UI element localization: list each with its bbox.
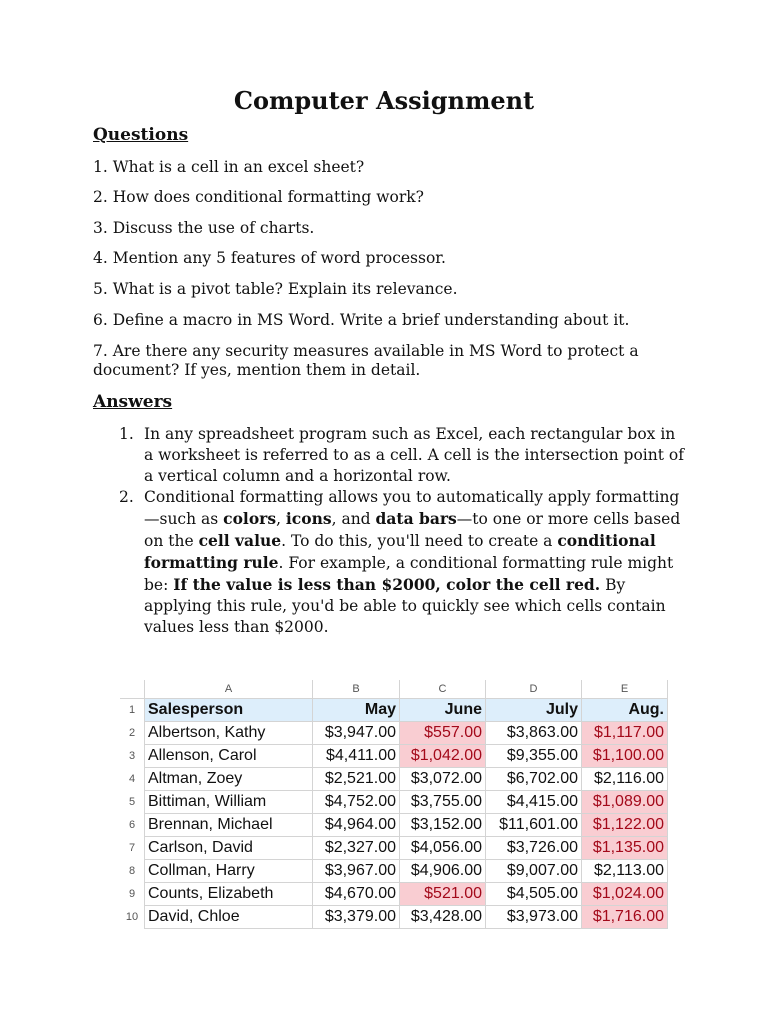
sales-table bbox=[120, 680, 668, 929]
text-run: By applying this rule, you'd be able to quickly see which cells contain values less than $2000. bbox=[144, 576, 666, 636]
text-run: —to one or more cells based on the bbox=[144, 510, 681, 550]
name-cell[interactable]: Collman, Harry bbox=[145, 860, 313, 883]
row-number[interactable]: 6 bbox=[120, 814, 145, 837]
row-number[interactable]: 5 bbox=[120, 791, 145, 814]
corner-cell bbox=[120, 680, 145, 699]
header-cell-july[interactable]: July bbox=[486, 699, 582, 722]
name-cell[interactable]: Carlson, David bbox=[145, 837, 313, 860]
value-cell[interactable]: $4,752.00 bbox=[313, 791, 400, 814]
value-cell[interactable]: $3,152.00 bbox=[400, 814, 486, 837]
text-run: . For example, a conditional formatting rule might be: bbox=[144, 554, 674, 594]
text-run: , and bbox=[331, 510, 376, 528]
bold-term: conditional formatting rule bbox=[144, 531, 656, 572]
row-number[interactable]: 3 bbox=[120, 745, 145, 768]
value-cell[interactable]: $3,428.00 bbox=[400, 906, 486, 929]
value-cell[interactable]: $9,007.00 bbox=[486, 860, 582, 883]
row-number[interactable]: 10 bbox=[120, 906, 145, 929]
value-cell[interactable]: $3,726.00 bbox=[486, 837, 582, 860]
bold-term: icons bbox=[285, 509, 332, 528]
value-cell-highlighted[interactable]: $1,100.00 bbox=[582, 745, 668, 768]
row-number[interactable]: 1 bbox=[120, 699, 145, 722]
value-cell[interactable]: $2,116.00 bbox=[582, 768, 668, 791]
table-row bbox=[120, 883, 668, 906]
value-cell-highlighted[interactable]: $1,135.00 bbox=[582, 837, 668, 860]
spreadsheet bbox=[120, 680, 668, 929]
value-cell[interactable]: $6,702.00 bbox=[486, 768, 582, 791]
value-cell[interactable]: $11,601.00 bbox=[486, 814, 582, 837]
table-row bbox=[120, 860, 668, 883]
column-header-row bbox=[120, 680, 668, 699]
value-cell-highlighted[interactable]: $1,117.00 bbox=[582, 722, 668, 745]
name-cell[interactable]: Allenson, Carol bbox=[145, 745, 313, 768]
value-cell[interactable]: $3,973.00 bbox=[486, 906, 582, 929]
header-cell-salesperson[interactable]: Salesperson bbox=[145, 699, 313, 722]
column-header[interactable]: E bbox=[582, 680, 668, 699]
value-cell[interactable]: $3,755.00 bbox=[400, 791, 486, 814]
value-cell[interactable]: $4,964.00 bbox=[313, 814, 400, 837]
value-cell[interactable]: $2,327.00 bbox=[313, 837, 400, 860]
question-2: 2. How does conditional formatting work? bbox=[93, 188, 424, 206]
name-cell[interactable]: Altman, Zoey bbox=[145, 768, 313, 791]
name-cell[interactable]: David, Chloe bbox=[145, 906, 313, 929]
question-5: 5. What is a pivot table? Explain its relevance. bbox=[93, 280, 458, 298]
value-cell-highlighted[interactable]: $521.00 bbox=[400, 883, 486, 906]
value-cell[interactable]: $3,863.00 bbox=[486, 722, 582, 745]
name-cell[interactable]: Bittiman, William bbox=[145, 791, 313, 814]
header-cell-aug[interactable]: Aug. bbox=[582, 699, 668, 722]
value-cell[interactable]: $4,411.00 bbox=[313, 745, 400, 768]
page-title: Computer Assignment bbox=[233, 86, 535, 115]
text-run: Conditional formatting allows you to automatically apply formatting—such as bbox=[144, 488, 680, 528]
value-cell[interactable]: $3,072.00 bbox=[400, 768, 486, 791]
table-row bbox=[120, 814, 668, 837]
bold-term: data bars bbox=[375, 509, 457, 528]
value-cell-highlighted[interactable]: $557.00 bbox=[400, 722, 486, 745]
question-4: 4. Mention any 5 features of word processor. bbox=[93, 249, 446, 267]
bold-term: cell value bbox=[198, 531, 282, 550]
answer-text bbox=[144, 487, 684, 638]
value-cell[interactable]: $4,415.00 bbox=[486, 791, 582, 814]
question-7: 7. Are there any security measures available in MS Word to protect a document? If yes, mention them in detail. bbox=[93, 342, 639, 379]
row-number[interactable]: 8 bbox=[120, 860, 145, 883]
answers-heading: Answers bbox=[93, 392, 173, 412]
name-cell[interactable]: Albertson, Kathy bbox=[145, 722, 313, 745]
value-cell-highlighted[interactable]: $1,024.00 bbox=[582, 883, 668, 906]
value-cell[interactable]: $9,355.00 bbox=[486, 745, 582, 768]
column-header[interactable]: D bbox=[486, 680, 582, 699]
column-header[interactable]: C bbox=[400, 680, 486, 699]
table-row bbox=[120, 791, 668, 814]
value-cell-highlighted[interactable]: $1,122.00 bbox=[582, 814, 668, 837]
value-cell[interactable]: $4,906.00 bbox=[400, 860, 486, 883]
table-row bbox=[120, 906, 668, 929]
value-cell[interactable]: $3,967.00 bbox=[313, 860, 400, 883]
value-cell-highlighted[interactable]: $1,089.00 bbox=[582, 791, 668, 814]
answer-number: 2. bbox=[119, 488, 134, 506]
value-cell-highlighted[interactable]: $1,716.00 bbox=[582, 906, 668, 929]
value-cell[interactable]: $4,670.00 bbox=[313, 883, 400, 906]
column-header[interactable]: B bbox=[313, 680, 400, 699]
table-row bbox=[120, 837, 668, 860]
header-cell-may[interactable]: May bbox=[313, 699, 400, 722]
row-number[interactable]: 2 bbox=[120, 722, 145, 745]
column-header[interactable]: A bbox=[145, 680, 313, 699]
value-cell[interactable]: $3,947.00 bbox=[313, 722, 400, 745]
bold-term: If the value is less than $2000, color the cell red. bbox=[173, 575, 601, 594]
value-cell[interactable]: $4,056.00 bbox=[400, 837, 486, 860]
value-cell[interactable]: $4,505.00 bbox=[486, 883, 582, 906]
questions-heading: Questions bbox=[93, 125, 189, 145]
question-1: 1. What is a cell in an excel sheet? bbox=[93, 158, 365, 176]
table-row bbox=[120, 745, 668, 768]
text-run: . To do this, you'll need to create a bbox=[281, 532, 558, 550]
name-cell[interactable]: Counts, Elizabeth bbox=[145, 883, 313, 906]
table-row bbox=[120, 722, 668, 745]
row-number[interactable]: 4 bbox=[120, 768, 145, 791]
answer-text: In any spreadsheet program such as Excel, each rectangular box in a worksheet is referred to as a cell. A cell is the intersection point of a vertical column and a horizontal row. bbox=[144, 425, 684, 485]
header-cell-june[interactable]: June bbox=[400, 699, 486, 722]
value-cell[interactable]: $2,113.00 bbox=[582, 860, 668, 883]
answer-number: 1. bbox=[119, 425, 134, 443]
name-cell[interactable]: Brennan, Michael bbox=[145, 814, 313, 837]
text-run: , bbox=[276, 510, 286, 528]
row-number[interactable]: 7 bbox=[120, 837, 145, 860]
value-cell[interactable]: $3,379.00 bbox=[313, 906, 400, 929]
table-row bbox=[120, 768, 668, 791]
value-cell-highlighted[interactable]: $1,042.00 bbox=[400, 745, 486, 768]
bold-term: colors bbox=[223, 509, 277, 528]
row-number[interactable]: 9 bbox=[120, 883, 145, 906]
table-header-row bbox=[120, 699, 668, 722]
question-3: 3. Discuss the use of charts. bbox=[93, 219, 315, 237]
question-6: 6. Define a macro in MS Word. Write a brief understanding about it. bbox=[93, 311, 630, 329]
value-cell[interactable]: $2,521.00 bbox=[313, 768, 400, 791]
